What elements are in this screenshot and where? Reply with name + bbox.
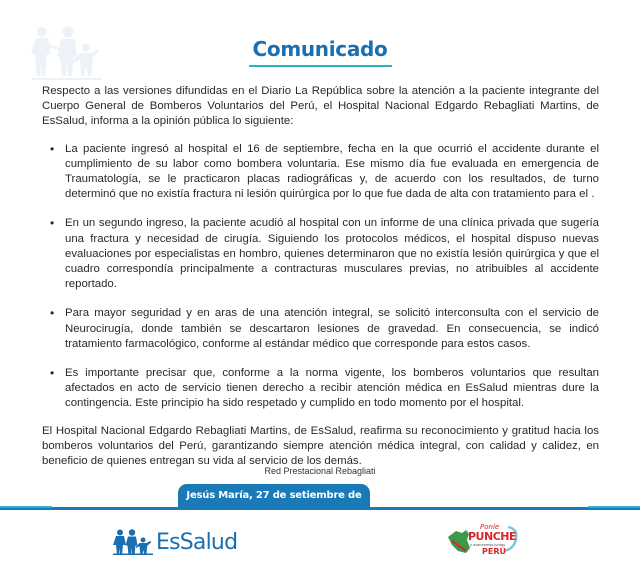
page-title-wrap [0,37,640,67]
signature: Red Prestacional Rebagliati [264,466,376,476]
svg-text:Ponle: Ponle [480,523,500,531]
closing-paragraph: El Hospital Nacional Edgardo Rebagliati Martins, de EsSalud, reafirma su reconocimiento y gratitud hacia los bomberos voluntarios del Perú, garantizando siempre atención médica integral, con calidad y calidez, en beneficio de quienes entregan su vida al servicio de los demás. [42,424,599,468]
bullet-item: • Es importante precisar que, conforme a la norma vigente, los bomberos voluntarios que resultan afectados en acto de servicio tienen derecho a recibir atención médica en EsSalud mientras dure la contingencia. Este principio ha sido respetado y cumplido en todo momento por el hospital. [50,366,599,412]
bullet-item: • En un segundo ingreso, la paciente acudió al hospital con un informe de una clínica privada que sugería una fractura y necesidad de cirugía. Siguiendo los protocolos médicos, el hospital dispuso nuevas evaluaciones por especialistas en hombro, quienes determinaron que no existía lesión quirúrgica y que el cuadro correspondía principalmente a contracturas musculares previas, no atribuibles al accidente reportado. [50,216,599,292]
date-line: Jesús María, 27 de setiembre de 2025 [178,484,370,508]
essalud-logo-text: EsSalud [156,529,238,555]
footer-divider-accent-right [588,506,640,508]
svg-text:PUNCHE: PUNCHE [468,530,516,543]
page-title: Comunicado [249,37,392,67]
bullet-list [42,142,599,412]
bullet-item: • Para mayor seguridad y en aras de una atención integral, se solicitó interconsulta con el servicio de Neurocirugía, donde también se descartaron lesiones de gravedad. En consecuencia, se indicó tratamiento farmacológico, conforme al estándar médico que corresponde para estos casos. [50,306,599,352]
essalud-logo [113,527,237,557]
bullet-item: • La paciente ingresó al hospital el 16 de septiembre, fecha en la que ocurrió el accidente durante el cumplimiento de su labor como bombera voluntaria. Ese mismo día fue evaluada en emergencia de Traumatología, se le practicaron placas radiográficas y, de acuerdo con los resultados, de turno determinó que no existía fractura ni lesión quirúrgica por lo que fue dada de alta con tratamiento para el . [50,142,599,203]
document-body [42,84,599,469]
svg-text:y avancemos juntos: y avancemos juntos [470,543,506,547]
family-icon [113,529,153,555]
footer-divider-accent-left [0,506,52,508]
svg-text:PERÚ: PERÚ [482,547,506,556]
ponle-punche-peru-logo [446,519,528,559]
intro-paragraph: Respecto a las versiones difundidas en el Diario La República sobre la atención a la paciente integrante del Cuerpo General de Bomberos Voluntarios del Perú, el Hospital Nacional Edgardo Rebagliati Martins, de EsSalud, informa a la opinión pública lo siguiente: [42,85,599,128]
footer-divider [0,507,640,510]
